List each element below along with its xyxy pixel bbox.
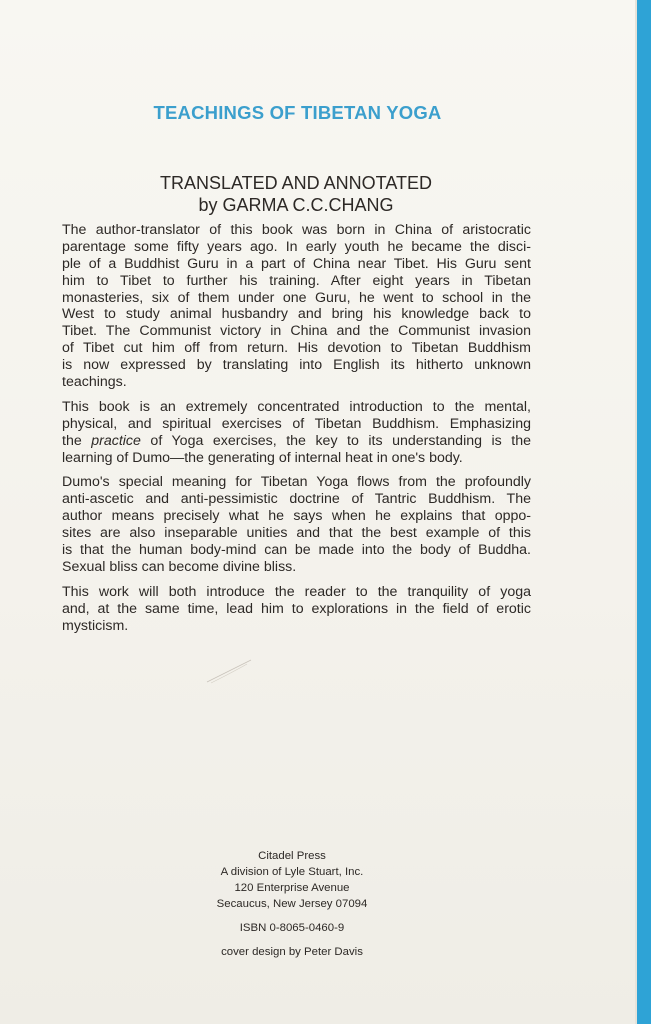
subtitle-translated: TRANSLATED AND ANNOTATED: [159, 173, 433, 193]
blurb-line: and, at the same time, lead him to explorations in the field of erotic: [62, 600, 531, 617]
blurb-line: Dumo's special meaning for Tibetan Yoga flows from the profoundly: [62, 474, 531, 491]
blurb-line: is now expressed by translating into English its hitherto unknown: [62, 357, 531, 374]
blurb-line: monasteries, six of them under one Guru, he went to school in the: [62, 289, 531, 306]
blurb-paragraph: [62, 399, 531, 467]
blurb-line: the practice of Yoga exercises, the key to its understanding is the: [62, 432, 531, 449]
publisher-city: Secaucus, New Jersey 07094: [216, 898, 368, 910]
blurb-paragraph: [62, 222, 531, 391]
blurb-paragraph: [62, 474, 531, 575]
publisher-street: 120 Enterprise Avenue: [234, 882, 350, 894]
subtitle-author: by GARMA C.C.CHANG: [198, 195, 394, 215]
blurb-line: of Tibet cut him off from return. His devotion to Tibetan Buddhism: [62, 340, 531, 357]
blurb-line: The author-translator of this book was born in China of aristocratic: [62, 222, 531, 238]
spine-strip: [637, 0, 651, 1024]
blurb-text: [62, 222, 531, 642]
blurb-line: parentage some fifty years ago. In early youth he became the disci-: [62, 238, 531, 255]
subtitle-block: [0, 172, 592, 216]
blurb-line: Sexual bliss can become divine bliss.: [62, 558, 297, 575]
blurb-line: teachings.: [62, 374, 127, 391]
blurb-line: This book is an extremely concentrated introduction to the mental,: [62, 398, 531, 415]
imprint-block: [0, 848, 584, 960]
blurb-line: anti-ascetic and anti-pessimistic doctrine of Tantric Buddhism. The: [62, 491, 531, 508]
publisher-division: A division of Lyle Stuart, Inc.: [220, 866, 364, 878]
blurb-line: West to study animal husbandry and bring his knowledge back to: [62, 306, 531, 323]
publisher-name: Citadel Press: [258, 850, 326, 862]
blurb-line: This work will both introduce the reader to the tranquility of yoga: [62, 583, 531, 600]
book-title: TEACHINGS OF TIBETAN YOGA: [153, 102, 442, 123]
blurb-line: mysticism.: [62, 617, 129, 634]
blurb-line: sites are also inseparable unities and that the best example of this: [62, 525, 531, 542]
blurb-paragraph: [62, 584, 531, 635]
cover-credit: cover design by Peter Davis: [221, 946, 363, 958]
blurb-line: Tibet. The Communist victory in China and the Communist invasion: [62, 323, 531, 340]
blurb-line: author means precisely what he says when he explains that oppo-: [62, 508, 531, 525]
blurb-line: physical, and spiritual exercises of Tibetan Buddhism. Emphasizing: [62, 415, 531, 432]
blurb-line: him to Tibet to further his training. After eight years in Tibetan: [62, 272, 531, 289]
pencil-mark: [205, 656, 253, 686]
blurb-line: learning of Dumo—the generating of internal heat in one's body.: [62, 449, 463, 466]
blurb-line: is that the human body-mind can be made into the body of Buddha.: [62, 542, 531, 559]
isbn-line: ISBN 0-8065-0460-9: [239, 922, 345, 934]
blurb-line: ple of a Buddhist Guru in a part of China near Tibet. His Guru sent: [62, 255, 531, 272]
